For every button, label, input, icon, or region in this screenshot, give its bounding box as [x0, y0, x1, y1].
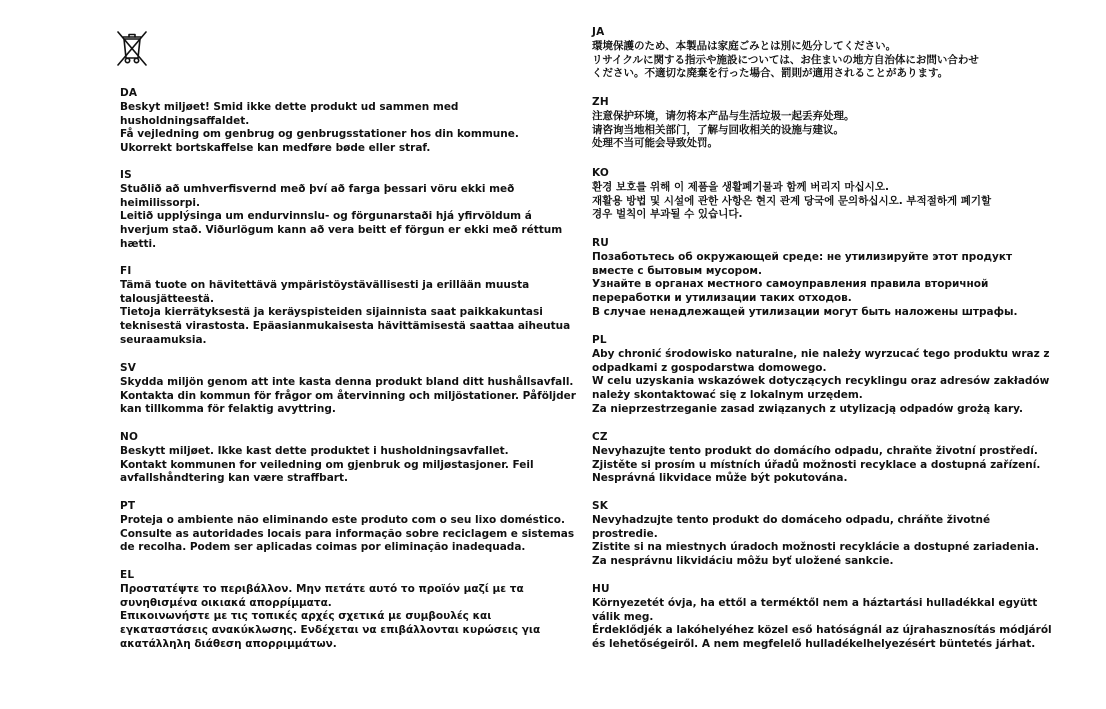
language-block-fi	[120, 265, 580, 348]
language-code: FI	[120, 265, 132, 277]
disposal-notice-text: Tämä tuote on hävitettävä ympäristöystävällisesti ja erillään muusta talousjätteestä. Tietoja kierrätyksestä ja keräyspisteiden sijainnista saat paikkakuntasi teknisestä virastosta. Epäasianmukaisesta hävittämisestä saattaa aiheutua seuraamuksia.	[120, 278, 571, 346]
language-code: PT	[120, 500, 136, 512]
language-code: KO	[592, 167, 609, 179]
language-code: PL	[592, 334, 607, 346]
language-code: ZH	[592, 96, 609, 108]
language-block-ko	[592, 167, 1052, 222]
language-code: NO	[120, 431, 139, 443]
disposal-notice-text: Nevyhadzujte tento produkt do domáceho odpadu, chráňte životné prostredie. Zistite si na miestnych úradoch možnosti recyklácie a dostupné zariadenia. Za nesprávnu likvidáciu môžu byť uložené sankcie.	[592, 513, 1039, 568]
language-block-is	[120, 169, 580, 252]
crossed-out-wheelie-bin-icon	[113, 28, 151, 68]
language-code: JA	[592, 26, 605, 38]
language-block-pt	[120, 500, 580, 555]
language-block-no	[120, 431, 580, 486]
disposal-notice-text: Skydda miljön genom att inte kasta denna produkt bland ditt hushållsavfall. Kontakta din kommun för frågor om återvinning och miljöstationer. Påföljder kan tillkomma för felaktig avyttring.	[120, 375, 576, 416]
language-block-pl	[592, 334, 1052, 417]
language-block-ja	[592, 26, 1052, 81]
language-code: HU	[592, 583, 610, 595]
disposal-notice-text: Προστατέψτε το περιβάλλον. Μην πετάτε αυτό το προϊόν μαζί με τα συνηθισμένα οικιακά απορρίμματα. Επικοινωνήστε με τις τοπικές αρχές σχετικά με συμβουλές και εγκαταστάσεις ανακύκλωσης. Ενδέχεται να επιβάλλονται κυρώσεις για ακατάλληλη διάθεση απορριμμάτων.	[120, 582, 541, 650]
language-block-cz	[592, 431, 1052, 486]
language-block-da	[120, 87, 580, 156]
language-block-hu	[592, 583, 1052, 652]
disposal-notice-text: Beskyt miljøet! Smid ikke dette produkt ud sammen med husholdningsaffaldet. Få vejledning om genbrug og genbrugsstationer hos din kommune. Ukorrekt bortskaffelse kan medføre bøde eller straf.	[120, 100, 519, 155]
disposal-notice-text: Stuðlið að umhverfisvernd með því að farga þessari vöru ekki með heimilissorpi. Leitið upplýsinga um endurvinnslu- og förgunarstaði hjá yfirvöldum á hverjum stað. Viðurlögum kann að vera beitt ef förgun er ekki með réttum hætti.	[120, 182, 563, 250]
language-code: EL	[120, 569, 135, 581]
language-block-zh	[592, 96, 1052, 151]
language-code: SV	[120, 362, 137, 374]
language-code: DA	[120, 87, 138, 99]
disposal-notice-text: 注意保护环境，请勿将本产品与生活垃圾一起丢弃处理。 请咨询当地相关部门，了解与回收相关的设施与建议。 处理不当可能会导致处罚。	[592, 109, 855, 150]
language-code: CZ	[592, 431, 608, 443]
disposal-notice-text: Proteja o ambiente não eliminando este produto com o seu lixo doméstico. Consulte as autoridades locais para informação sobre reciclagem e sistemas de recolha. Podem ser aplicadas coimas por eliminação inadequada.	[120, 513, 575, 554]
disposal-notice-text: Beskytt miljøet. Ikke kast dette produktet i husholdningsavfallet. Kontakt kommunen for veiledning om gjenbruk og miljøstasjoner. Feil avfallshåndtering kan være straffbart.	[120, 444, 534, 485]
language-block-ru	[592, 237, 1052, 320]
language-block-sk	[592, 500, 1052, 569]
disposal-notice-text: 환경 보호를 위해 이 제품을 생활폐기물과 함께 버리지 마십시오. 재활용 방법 및 시설에 관한 사항은 현지 관계 당국에 문의하십시오. 부적절하게 폐기할 경우 벌칙이 부과될 수 있습니다.	[592, 180, 992, 221]
disposal-notice-text: Позаботьтесь об окружающей среде: не утилизируйте этот продукт вместе с бытовым мусором. Узнайте в органах местного самоуправления правила вторичной переработки и утилизации таких отходов. В случае ненадлежащей утилизации могут быть наложены штрафы.	[592, 250, 1018, 318]
language-code: RU	[592, 237, 610, 249]
language-block-el	[120, 569, 580, 652]
language-block-sv	[120, 362, 580, 417]
disposal-notice-text: 環境保護のため、本製品は家庭ごみとは別に処分してください。 リサイクルに関する指示や施設については、お住まいの地方自治体にお問い合わせ ください。不適切な廃棄を行った場合、罰則が適用されることがあります。	[592, 39, 979, 80]
disposal-notice-text: Környezetét óvja, ha ettől a terméktől nem a háztartási hulladékkal együtt válik meg. Érdeklődjék a lakóhelyéhez közel eső hatóságnál az újrahasznosítás módjáról és lehetőségeiről. A nem megfelelő hulladékelhelyezésért büntetés járhat.	[592, 596, 1052, 651]
language-code: IS	[120, 169, 132, 181]
disposal-notice-text: Aby chronić środowisko naturalne, nie należy wyrzucać tego produktu wraz z odpadkami z gospodarstwa domowego. W celu uzyskania wskazówek dotyczących recyklingu oraz adresów zakładów należy skontaktować się z lokalnym urzędem. Za nieprzestrzeganie zasad związanych z utylizacją odpadów grożą kary.	[592, 347, 1050, 415]
language-code: SK	[592, 500, 609, 512]
disposal-notice-text: Nevyhazujte tento produkt do domácího odpadu, chraňte životní prostředí. Zjistěte si prosím u místních úřadů možnosti recyklace a dostupná zařízení. Nesprávná likvidace může být pokutována.	[592, 444, 1041, 485]
